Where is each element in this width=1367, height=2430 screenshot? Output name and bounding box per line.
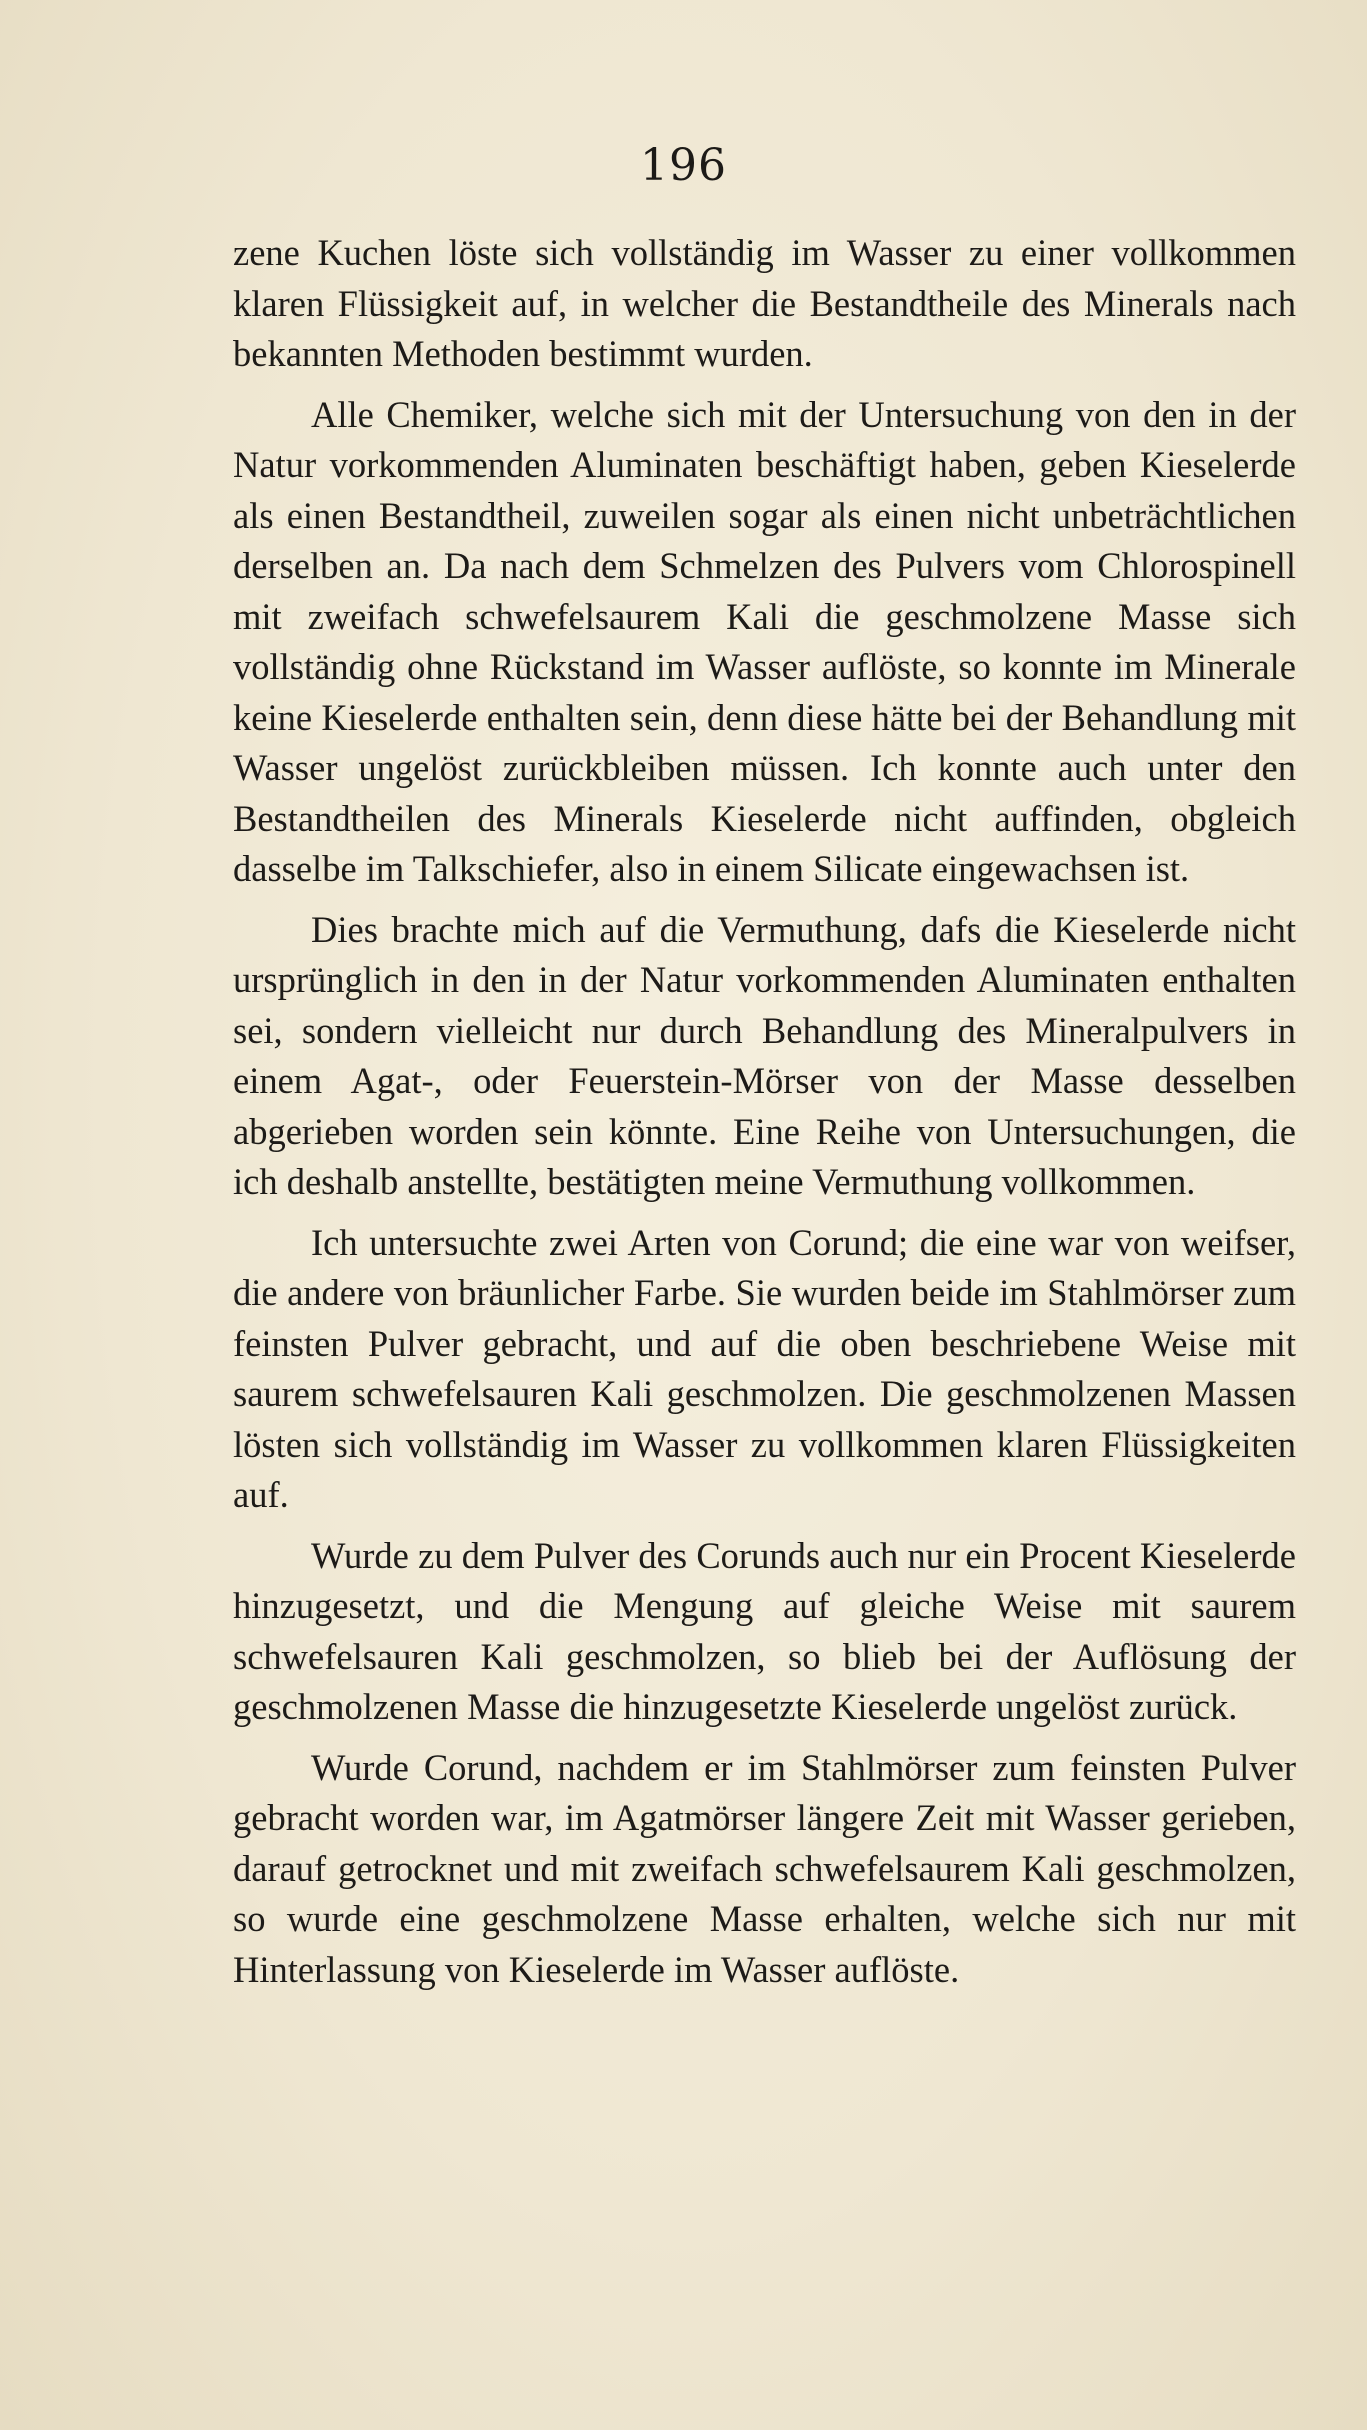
paragraph-6: Wurde Corund, nachdem er im Stahlmörser zum feinsten Pulver gebracht worden war, im Agatmörser längere Zeit mit Wasser gerieben, darauf getrocknet und mit zweifach schwefelsaurem Kali geschmolzen, so wurde eine geschmolzene Masse erhalten, welche sich nur mit Hinterlassung von Kieselerde im Wasser auflöste.: [233, 1746, 1296, 1990]
paragraph-4: Ich untersuchte zwei Arten von Corund; die eine war von weifser, die andere von bräunlicher Farbe. Sie wurden beide im Stahlmörser zum feinsten Pulver gebracht, und auf die oben beschriebene Weise mit saurem schwefelsauren Kali geschmolzen. Die geschmolzenen Massen lösten sich vollständig im Wasser zu vollkommen klaren Flüssigkeiten auf.: [233, 1221, 1296, 1515]
body-text: [233, 228, 1296, 2005]
paragraph-5: Wurde zu dem Pulver des Corunds auch nur ein Procent Kieselerde hinzugesetzt, und die Mengung auf gleiche Weise mit saurem schwefelsauren Kali geschmolzen, so blieb bei der Auflösung der geschmolzenen Masse die hinzugesetzte Kieselerde ungelöst zurück.: [233, 1534, 1296, 1727]
paragraph-3: Dies brachte mich auf die Vermuthung, dafs die Kieselerde nicht ursprünglich in den in der Natur vorkommenden Aluminaten enthalten sei, sondern vielleicht nur durch Behandlung des Mineralpulvers in einem Agat-, oder Feuerstein-Mörser von der Masse desselben abgerieben worden sein könnte. Eine Reihe von Untersuchungen, die ich deshalb anstellte, bestätigten meine Vermuthung vollkommen.: [233, 908, 1296, 1202]
paragraph-2: Alle Chemiker, welche sich mit der Untersuchung von den in der Natur vorkommenden Aluminaten beschäftigt haben, geben Kieselerde als einen Bestandtheil, zuweilen sogar als einen nicht unbeträchtlichen derselben an. Da nach dem Schmelzen des Pulvers vom Chlorospinell mit zweifach schwefelsaurem Kali die geschmolzene Masse sich vollständig ohne Rückstand im Wasser auflöste, so konnte im Minerale keine Kieselerde enthalten sein, denn diese hätte bei der Behandlung mit Wasser ungelöst zurückbleiben müssen. Ich konnte auch unter den Bestandtheilen des Minerals Kieselerde nicht auffinden, obgleich dasselbe im Talkschiefer, also in einem Silicate eingewachsen ist.: [233, 393, 1296, 889]
paragraph-1: zene Kuchen löste sich vollständig im Wasser zu einer vollkommen klaren Flüssigkeit auf, in welcher die Bestandtheile des Minerals nach bekannten Methoden bestimmt wurden.: [233, 232, 1296, 374]
page-number: 196: [640, 140, 727, 191]
